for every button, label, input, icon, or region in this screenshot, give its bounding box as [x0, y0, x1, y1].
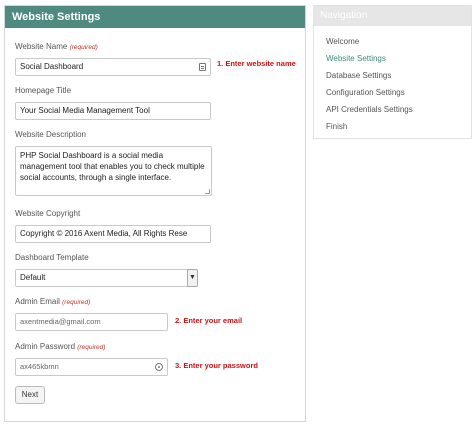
admin-password-input[interactable]	[15, 358, 168, 376]
navigation-list	[314, 26, 471, 135]
website-description-textarea[interactable]	[15, 146, 212, 196]
website-description-value: PHP Social Dashboard is a social media management tool that enables you to check multiple social accounts, through a single interface.	[20, 151, 205, 182]
admin-email-label	[15, 297, 90, 306]
navigation-title: Navigation	[314, 6, 471, 26]
nav-item-website-settings[interactable]: Website Settings	[326, 54, 386, 63]
required-marker: (required)	[62, 299, 91, 306]
homepage-title-input[interactable]	[15, 102, 211, 120]
annotation-step3: 3. Enter your password	[175, 361, 258, 370]
website-name-label	[15, 42, 98, 51]
dashboard-template-value: Default	[20, 273, 46, 282]
website-description-label: Website Description	[15, 130, 86, 139]
homepage-title-value: Your Social Media Management Tool	[20, 106, 150, 115]
navigation-panel	[313, 5, 472, 139]
website-copyright-input[interactable]	[15, 225, 211, 243]
admin-email-input[interactable]	[15, 313, 168, 331]
annotation-step2: 2. Enter your email	[175, 316, 243, 325]
website-name-label-text: Website Name	[15, 42, 68, 51]
website-name-input[interactable]	[15, 58, 211, 76]
panel-title: Website Settings	[5, 6, 305, 28]
admin-email-value: axentmedia@gmail.com	[20, 317, 101, 326]
homepage-title-label: Homepage Title	[15, 86, 72, 95]
next-button[interactable]: Next	[15, 386, 45, 404]
nav-item-finish[interactable]: Finish	[326, 122, 348, 131]
dashboard-template-select[interactable]	[15, 269, 198, 287]
keyboard-icon	[199, 63, 206, 71]
required-marker: (required)	[69, 44, 98, 51]
admin-password-label	[15, 342, 105, 351]
admin-email-label-text: Admin Email	[15, 297, 60, 306]
nav-item-welcome[interactable]: Welcome	[326, 37, 360, 46]
nav-item-api-credentials-settings[interactable]: API Credentials Settings	[326, 105, 413, 114]
website-name-value: Social Dashboard	[20, 62, 84, 71]
nav-item-database-settings[interactable]: Database Settings	[326, 71, 392, 80]
required-marker: (required)	[77, 344, 106, 351]
eye-icon[interactable]	[155, 363, 163, 371]
website-copyright-label: Website Copyright	[15, 209, 81, 218]
resize-handle[interactable]	[205, 189, 210, 194]
annotation-step1: 1. Enter website name	[217, 59, 296, 68]
admin-password-label-text: Admin Password	[15, 342, 76, 351]
dashboard-template-label: Dashboard Template	[15, 253, 89, 262]
nav-item-configuration-settings[interactable]: Configuration Settings	[326, 88, 405, 97]
admin-password-value: ax465kbmn	[20, 362, 59, 371]
chevron-down-icon[interactable]: ▼	[187, 269, 198, 287]
website-copyright-value: Copyright © 2016 Axent Media, All Rights Rese	[20, 229, 188, 238]
